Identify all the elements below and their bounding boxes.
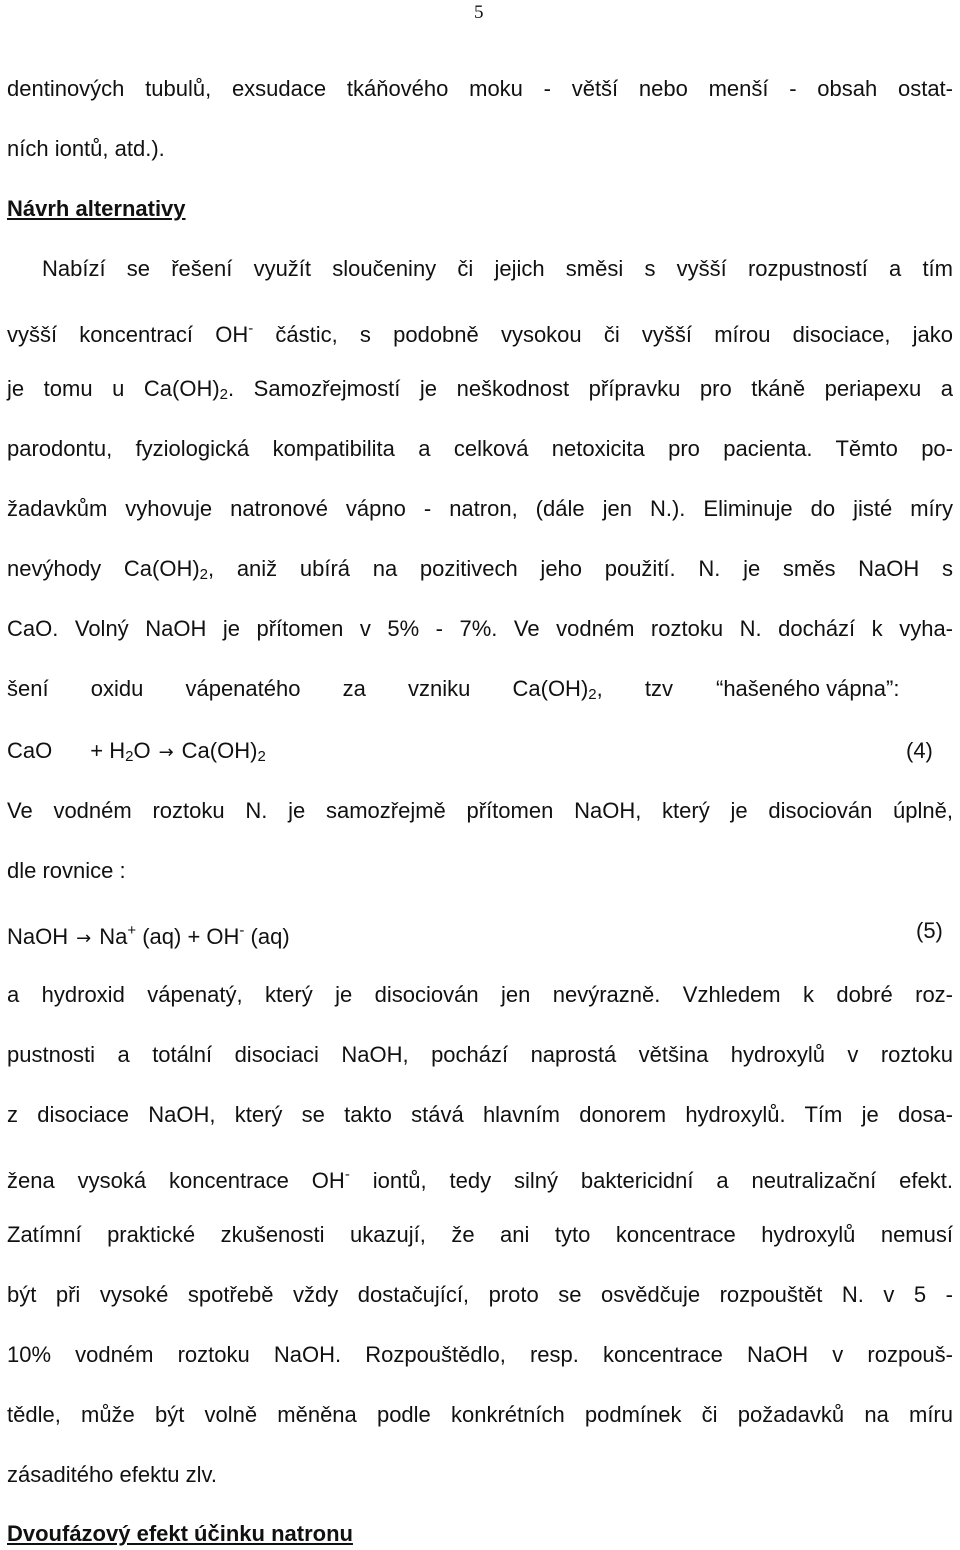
- equation-5-number: (5): [916, 918, 943, 943]
- paragraph-3-line-2: dle rovnice :: [7, 858, 126, 883]
- eq4-subscript-2b: 2: [257, 748, 266, 765]
- paragraph-4-line-5: Zatímní praktické zkušenosti ukazují, že ani tyto koncentrace hydroxylů nemusí: [7, 1222, 953, 1247]
- paragraph-4-line-8: tědle, může být volně měněna podle konkrétních podmínek či požadavků na míru: [7, 1402, 953, 1427]
- eq4-arrow-icon: →: [158, 742, 174, 763]
- eq5-naoh: NaOH: [7, 924, 69, 949]
- paragraph-4-line-1: a hydroxid vápenatý, který je disociován jen nevýrazně. Vzhledem k dobré roz-: [7, 982, 953, 1007]
- page-number: 5: [474, 2, 484, 23]
- subscript-2: 2: [199, 566, 208, 583]
- text-segment: iontů, tedy silný baktericidní a neutralizační efekt.: [349, 1168, 953, 1193]
- eq5-aq: (aq): [244, 924, 290, 949]
- text-segment: žena vysoká koncentrace OH: [7, 1168, 345, 1193]
- subscript-2: 2: [588, 686, 597, 703]
- eq4-cao: CaO: [7, 738, 53, 763]
- paragraph-1-line-1: dentinových tubulů, exsudace tkáňového moku - větší nebo menší - obsah ostat-: [7, 76, 953, 101]
- superscript-minus: -: [248, 320, 254, 337]
- eq5-aq-oh: (aq) + OH: [136, 924, 240, 949]
- text-segment: . Samozřejmostí je neškodnost přípravku pro tkáně periapexu a: [228, 376, 953, 401]
- paragraph-4-line-6: být při vysoké spotřebě vždy dostačující, proto se osvědčuje rozpouštět N. v 5 -: [7, 1282, 953, 1307]
- paragraph-2-line-7: CaO. Volný NaOH je přítomen v 5% - 7%. Ve vodném roztoku N. dochází k vyha-: [7, 616, 953, 641]
- paragraph-2-line-5: žadavkům vyhovuje natronové vápno - natron, (dále jen N.). Eliminuje do jisté míry: [7, 496, 953, 521]
- paragraph-4-line-2: pustnosti a totální disociaci NaOH, pochází naprostá většina hydroxylů v roztoku: [7, 1042, 953, 1067]
- text-segment: , tzv: [596, 676, 673, 701]
- paragraph-2-line-8-term: “hašeného vápna”:: [716, 676, 900, 701]
- equation-4: [7, 738, 266, 770]
- paragraph-4-line-4: [7, 1162, 953, 1194]
- eq4-plus-h: + H: [90, 738, 126, 763]
- paragraph-2-line-1: Nabízí se řešení využít sloučeniny či jejich směsi s vyšší rozpustností a tím: [42, 256, 953, 281]
- text-segment: nevýhody Ca(OH): [7, 556, 200, 581]
- equation-5: [7, 918, 290, 952]
- heading-navrh-alternativy: Návrh alternativy: [7, 196, 186, 221]
- paragraph-2-line-3: [7, 376, 953, 408]
- heading-dvoufazovy-efekt: Dvoufázový efekt účinku natronu: [7, 1521, 353, 1546]
- paragraph-2-line-8: [7, 676, 673, 708]
- subscript-2: 2: [219, 386, 229, 403]
- eq4-o: O: [133, 738, 151, 763]
- text-segment: vyšší koncentrací OH: [7, 322, 249, 347]
- text-segment: šení oxidu vápenatého za vzniku Ca(OH): [7, 676, 589, 701]
- text-segment: částic, s podobně vysokou či vyšší mírou disociace, jako: [253, 322, 953, 347]
- equation-4-number: (4): [906, 738, 933, 763]
- paragraph-4-line-7: 10% vodném roztoku NaOH. Rozpouštědlo, resp. koncentrace NaOH v rozpouš-: [7, 1342, 953, 1367]
- eq5-plus-sup: +: [127, 922, 137, 939]
- paragraph-2-line-6: [7, 556, 953, 588]
- eq4-subscript-2: 2: [125, 748, 134, 765]
- paragraph-3-line-1: Ve vodném roztoku N. je samozřejmě přítomen NaOH, který je disociován úplně,: [7, 798, 953, 823]
- text-segment: je tomu u Ca(OH): [7, 376, 220, 401]
- paragraph-2-line-4: parodontu, fyziologická kompatibilita a celková netoxicita pro pacienta. Těmto po-: [7, 436, 953, 461]
- paragraph-1-line-2: ních iontů, atd.).: [7, 136, 165, 161]
- eq5-minus-sup: -: [239, 922, 245, 939]
- eq5-arrow-icon: →: [76, 928, 92, 949]
- superscript-minus: -: [344, 1166, 350, 1183]
- eq4-product: Ca(OH): [181, 738, 258, 763]
- paragraph-2-line-2: [7, 316, 953, 348]
- text-segment: , aniž ubírá na pozitivech jeho použití. N. je směs NaOH s: [208, 556, 953, 581]
- paragraph-4-line-3: z disociace NaOH, který se takto stává hlavním donorem hydroxylů. Tím je dosa-: [7, 1102, 953, 1127]
- eq5-na: Na: [99, 924, 128, 949]
- paragraph-4-line-9: zásaditého efektu zlv.: [7, 1462, 217, 1487]
